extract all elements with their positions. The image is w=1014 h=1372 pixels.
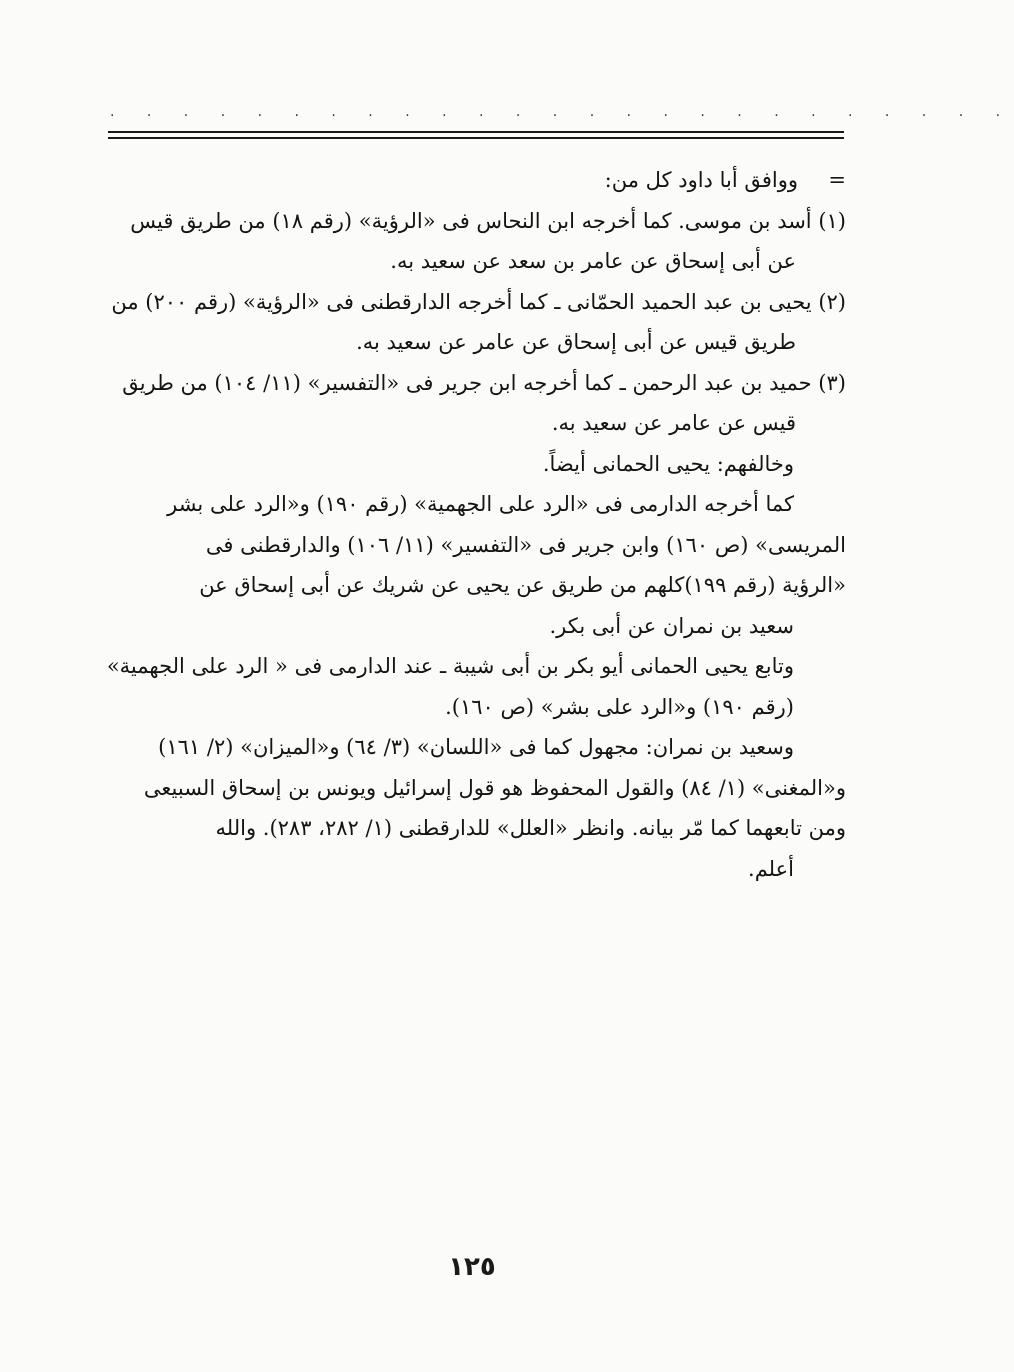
paragraph-line: «الرؤية (رقم ١٩٩)كلهم من طريق عن يحيى عن شريك عن أبى إسحاق عن bbox=[199, 573, 846, 597]
list-item-line: طريق قيس عن أبى إسحاق عن عامر عن سعيد به. bbox=[356, 330, 796, 354]
paragraph-line: كما أخرجه الدارمى فى «الرد على الجهمية» (رقم ١٩٠) و«الرد على بشر bbox=[167, 492, 794, 516]
list-item-3 bbox=[108, 363, 846, 444]
paragraph-sources bbox=[108, 484, 846, 646]
paragraph-line: ومن تابعهما كما مّر بيانه. وانظر «العلل» للدارقطنى (١/ ٢٨٢، ٢٨٣). والله bbox=[215, 816, 846, 840]
header-rule-bottom bbox=[108, 137, 844, 139]
paragraph-line: سعيد بن نمران عن أبى بكر. bbox=[549, 613, 794, 638]
paragraph-line: و«المغنى» (١/ ٨٤) والقول المحفوظ هو قول إسرائيل ويونس بن إسحاق السبيعى bbox=[143, 775, 846, 800]
paragraph-line: وخالفهم: يحيى الحمانى أيضاً. bbox=[542, 451, 794, 476]
paragraph-conclusion bbox=[108, 727, 846, 889]
continuation-marker: = bbox=[828, 168, 846, 192]
main-text bbox=[108, 160, 846, 889]
page-number: ١٢٥ bbox=[448, 1252, 496, 1282]
list-item-1 bbox=[108, 201, 846, 282]
paragraph-line: المريسى» (ص ١٦٠) وابن جرير فى «التفسير» (١١/ ١٠٦) والدارقطنى فى bbox=[205, 532, 846, 557]
list-item-line: (٢) يحيى بن عبد الحميد الحمّانى ـ كما أخرجه الدارقطنى فى «الرؤية» (رقم ٢٠٠) من bbox=[111, 289, 846, 314]
paragraph-disagreement bbox=[108, 444, 846, 485]
paragraph-line: أعلم. bbox=[748, 856, 794, 881]
list-item-line: (٣) حميد بن عبد الرحمن ـ كما أخرجه ابن جرير فى «التفسير» (١١/ ١٠٤) من طريق bbox=[122, 370, 846, 395]
header-dot-leader: . . . . . . . . . . . . . . . . . . . . . . . . . bbox=[110, 104, 1014, 120]
paragraph-line: وتابع يحيى الحمانى أيو بكر بن أبى شيبة ـ عند الدارمى فى « الرد على الجهمية» bbox=[106, 654, 794, 678]
header-rule-top bbox=[108, 131, 844, 133]
list-item-line: عن أبى إسحاق عن عامر بن سعد عن سعيد به. bbox=[390, 249, 796, 273]
list-item-2 bbox=[108, 282, 846, 363]
paragraph-line: وسعيد بن نمران: مجهول كما فى «اللسان» (٣/ ٦٤) و«الميزان» (٢/ ١٦١) bbox=[158, 735, 794, 759]
list-item-line: (١) أسد بن موسى. كما أخرجه ابن النحاس فى «الرؤية» (رقم ١٨) من طريق قيس bbox=[130, 208, 846, 233]
paragraph-line: (رقم ١٩٠) و«الرد على بشر» (ص ١٦٠). bbox=[445, 694, 794, 719]
paragraph-follow-up bbox=[108, 646, 846, 727]
intro-text: ووافق أبا داود كل من: bbox=[604, 168, 798, 192]
list-item-line: قيس عن عامر عن سعيد به. bbox=[551, 411, 796, 435]
intro-line bbox=[108, 160, 846, 201]
